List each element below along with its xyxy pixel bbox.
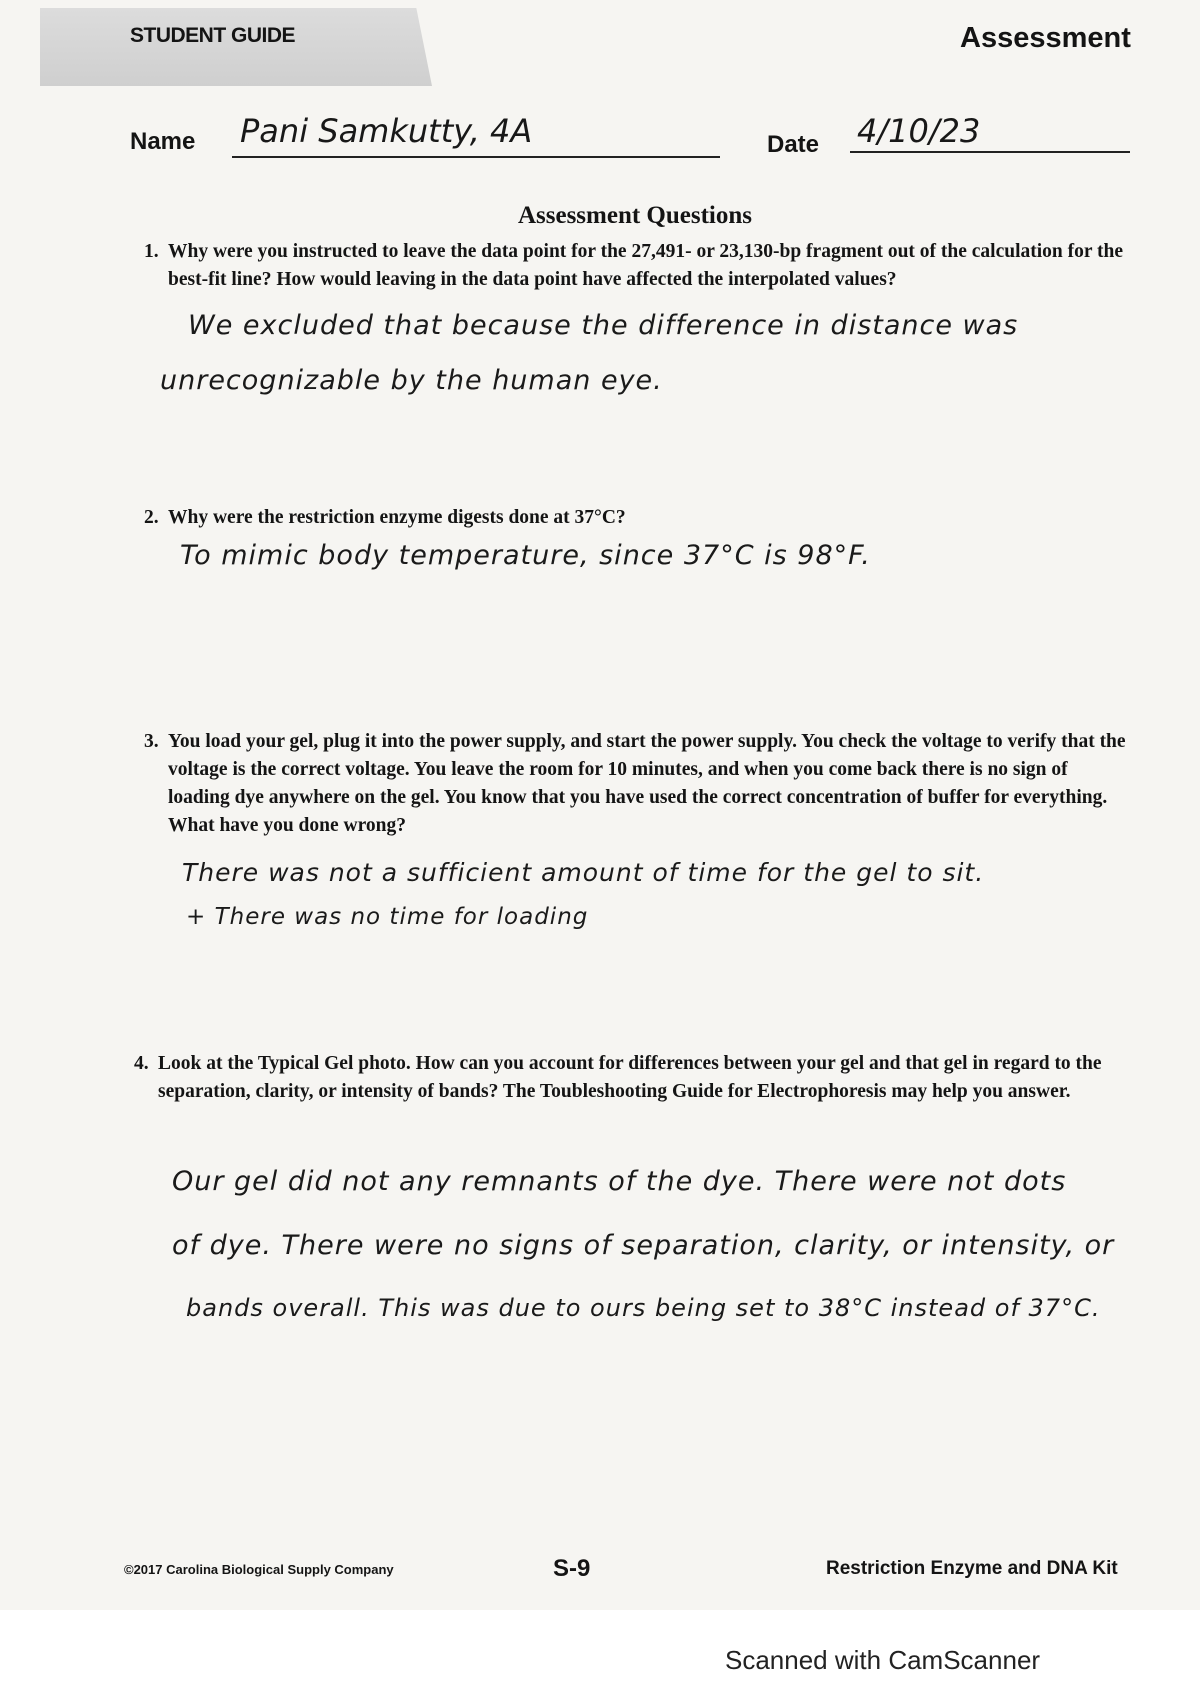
question-1 <box>144 238 1124 294</box>
assessment-label: Assessment <box>960 22 1131 54</box>
answer-4-line-1: Our gel did not any remnants of the dye. There were not dots <box>172 1166 1067 1197</box>
question-number: 1. <box>144 241 159 262</box>
answer-3-line-1: There was not a sufficient amount of time for the gel to sit. <box>182 858 985 887</box>
camscanner-watermark: Scanned with CamScanner <box>725 1645 1041 1675</box>
question-text: Why were the restriction enzyme digests done at 37°C? <box>168 507 626 528</box>
answer-4-line-2: of dye. There were no signs of separation, clarity, or intensity, or <box>172 1230 1115 1261</box>
name-value: Pani Samkutty, 4A <box>240 112 533 150</box>
date-label: Date <box>767 131 820 158</box>
page-title: Assessment Questions <box>517 202 753 229</box>
answer-1-line-2: unrecognizable by the human eye. <box>160 365 663 396</box>
date-underline <box>850 151 1130 153</box>
copyright-notice: ©2017 Carolina Biological Supply Company <box>124 1562 394 1577</box>
question-number: 2. <box>144 507 159 528</box>
kit-name: Restriction Enzyme and DNA Kit <box>826 1558 1118 1579</box>
question-text: Why were you instructed to leave the data point for the 27,491- or 23,130-bp fragment out of the calculation for the best-fit line? How would leaving in the data point have affected the interpolated values? <box>168 241 1124 290</box>
answer-2-line-1: To mimic body temperature, since 37°C is 98°F. <box>180 540 871 571</box>
student-guide-label: STUDENT GUIDE <box>130 24 296 47</box>
question-number: 3. <box>144 731 159 752</box>
page-number: S-9 <box>553 1555 591 1582</box>
question-2 <box>144 504 1124 532</box>
date-value: 4/10/23 <box>857 112 981 150</box>
name-label: Name <box>130 128 196 155</box>
question-text: Look at the Typical Gel photo. How can you account for differences between your gel and that gel in regard to the separation, clarity, or intensity of bands? The Toubleshooting Guide for Electrophoresis may help you answer. <box>158 1053 1102 1102</box>
name-underline <box>232 156 720 158</box>
answer-4-line-3: bands overall. This was due to ours being set to 38°C instead of 37°C. <box>186 1294 1101 1322</box>
question-number: 4. <box>134 1053 149 1074</box>
answer-3-line-2: + There was no time for loading <box>186 904 589 930</box>
question-3 <box>144 728 1134 840</box>
answer-1-line-1: We excluded that because the difference in distance was <box>188 310 1019 341</box>
question-text: You load your gel, plug it into the power supply, and start the power supply. You check the voltage to verify that the voltage is the correct voltage. You leave the room for 10 minutes, and when you come back there is no sign of loading dye anywhere on the gel. You know that you have used the correct concentration of buffer for everything. What have you done wrong? <box>168 731 1126 836</box>
question-4 <box>134 1050 1124 1106</box>
